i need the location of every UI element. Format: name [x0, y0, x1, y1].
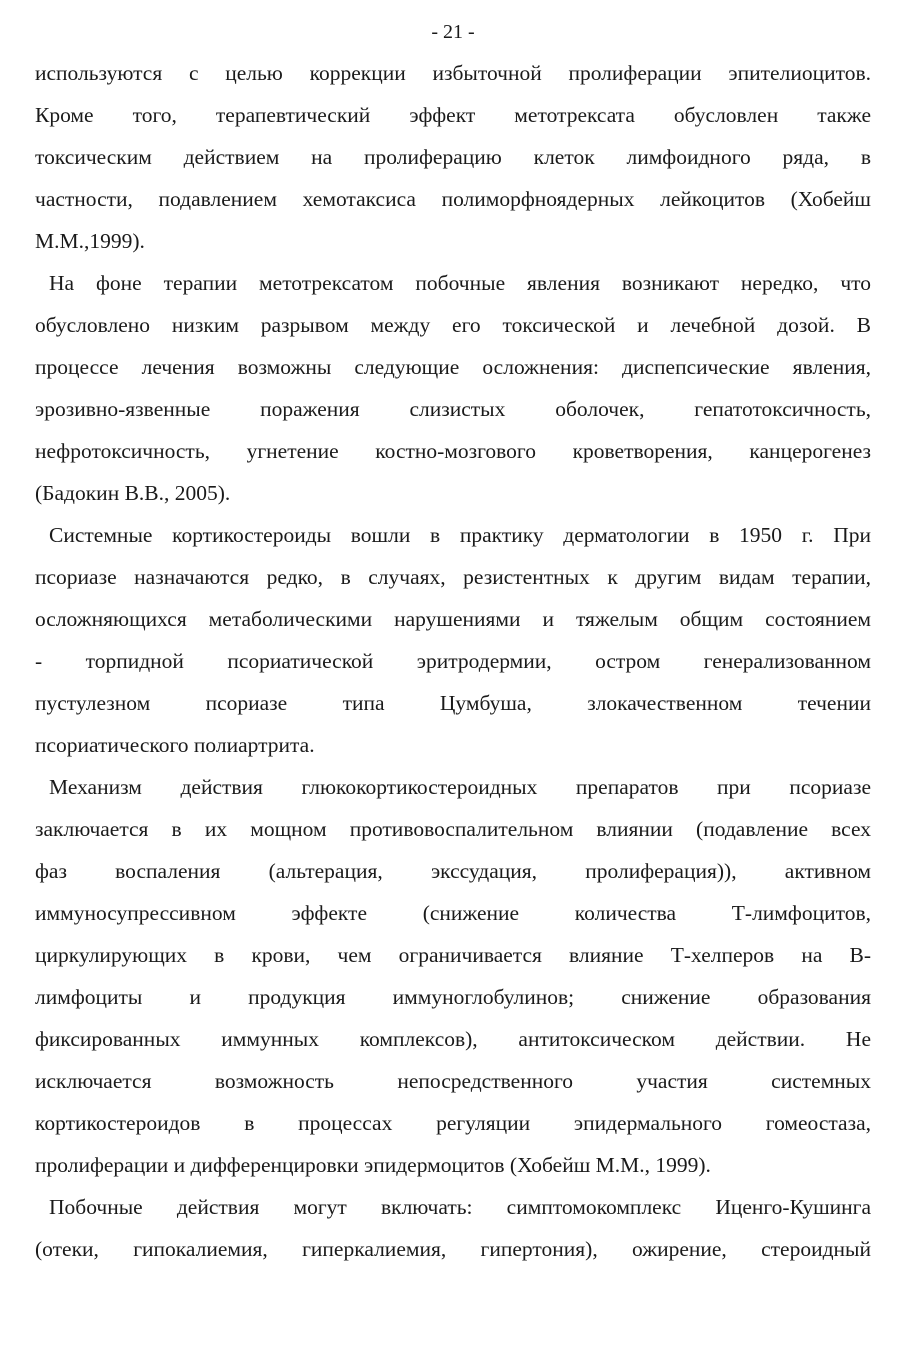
text-line: токсическим действием на пролиферацию клеток лимфоидного ряда, в	[35, 145, 871, 169]
paragraph-3	[35, 514, 871, 766]
text-line: На фоне терапии метотрексатом побочные явления возникают нередко, что	[49, 271, 871, 295]
text-line: (Бадокин В.В., 2005).	[35, 481, 231, 505]
text-line: псориатического полиартрита.	[35, 733, 315, 757]
text-line: фиксированных иммунных комплексов), антитоксическом действии. Не	[35, 1027, 871, 1051]
page-number: - 21 -	[431, 21, 475, 43]
text-line: Механизм действия глюкокортикостероидных препаратов при псориазе	[49, 775, 871, 799]
text-line: используются с целью коррекции избыточной пролиферации эпителиоцитов.	[35, 61, 871, 85]
text-line: исключается возможность непосредственного участия системных	[35, 1069, 871, 1093]
document-body	[35, 52, 871, 1270]
text-line: Кроме того, терапевтический эффект метотрексата обусловлен также	[35, 103, 871, 127]
text-line: (отеки, гипокалиемия, гиперкалиемия, гипертония), ожирение, стероидный	[35, 1237, 871, 1261]
text-line: - торпидной псориатической эритродермии, остром генерализованном	[35, 649, 871, 673]
paragraph-1	[35, 52, 871, 262]
text-line: пролиферации и дифференцировки эпидермоцитов (Хобейш М.М., 1999).	[35, 1153, 711, 1177]
text-line: кортикостероидов в процессах регуляции эпидермального гомеостаза,	[35, 1111, 871, 1135]
text-line: нефротоксичность, угнетение костно-мозгового кроветворения, канцерогенез	[35, 439, 871, 463]
text-line: циркулирующих в крови, чем ограничивается влияние Т-хелперов на В-	[35, 943, 871, 967]
text-line: эрозивно-язвенные поражения слизистых оболочек, гепатотоксичность,	[35, 397, 871, 421]
text-line: лимфоциты и продукция иммуноглобулинов; снижение образования	[35, 985, 871, 1009]
text-line: иммуносупрессивном эффекте (снижение количества Т-лимфоцитов,	[35, 901, 871, 925]
text-line: М.М.,1999).	[35, 229, 145, 253]
text-line: обусловлено низким разрывом между его токсической и лечебной дозой. В	[35, 313, 871, 337]
text-line: заключается в их мощном противовоспалительном влиянии (подавление всех	[35, 817, 871, 841]
text-line: пустулезном псориазе типа Цумбуша, злокачественном течении	[35, 691, 871, 715]
paragraph-2	[35, 262, 871, 514]
text-line: Побочные действия могут включать: симптомокомплекс Иценго-Кушинга	[49, 1195, 871, 1219]
text-line: фаз воспаления (альтерация, экссудация, пролиферация)), активном	[35, 859, 871, 883]
text-line: осложняющихся метаболическими нарушениями и тяжелым общим состоянием	[35, 607, 871, 631]
paragraph-5	[35, 1186, 871, 1270]
text-line: Системные кортикостероиды вошли в практику дерматологии в 1950 г. При	[49, 523, 871, 547]
text-line: процессе лечения возможны следующие осложнения: диспепсические явления,	[35, 355, 871, 379]
paragraph-4	[35, 766, 871, 1186]
text-line: псориазе назначаются редко, в случаях, резистентных к другим видам терапии,	[35, 565, 871, 589]
text-line: частности, подавлением хемотаксиса полиморфноядерных лейкоцитов (Хобейш	[35, 187, 871, 211]
